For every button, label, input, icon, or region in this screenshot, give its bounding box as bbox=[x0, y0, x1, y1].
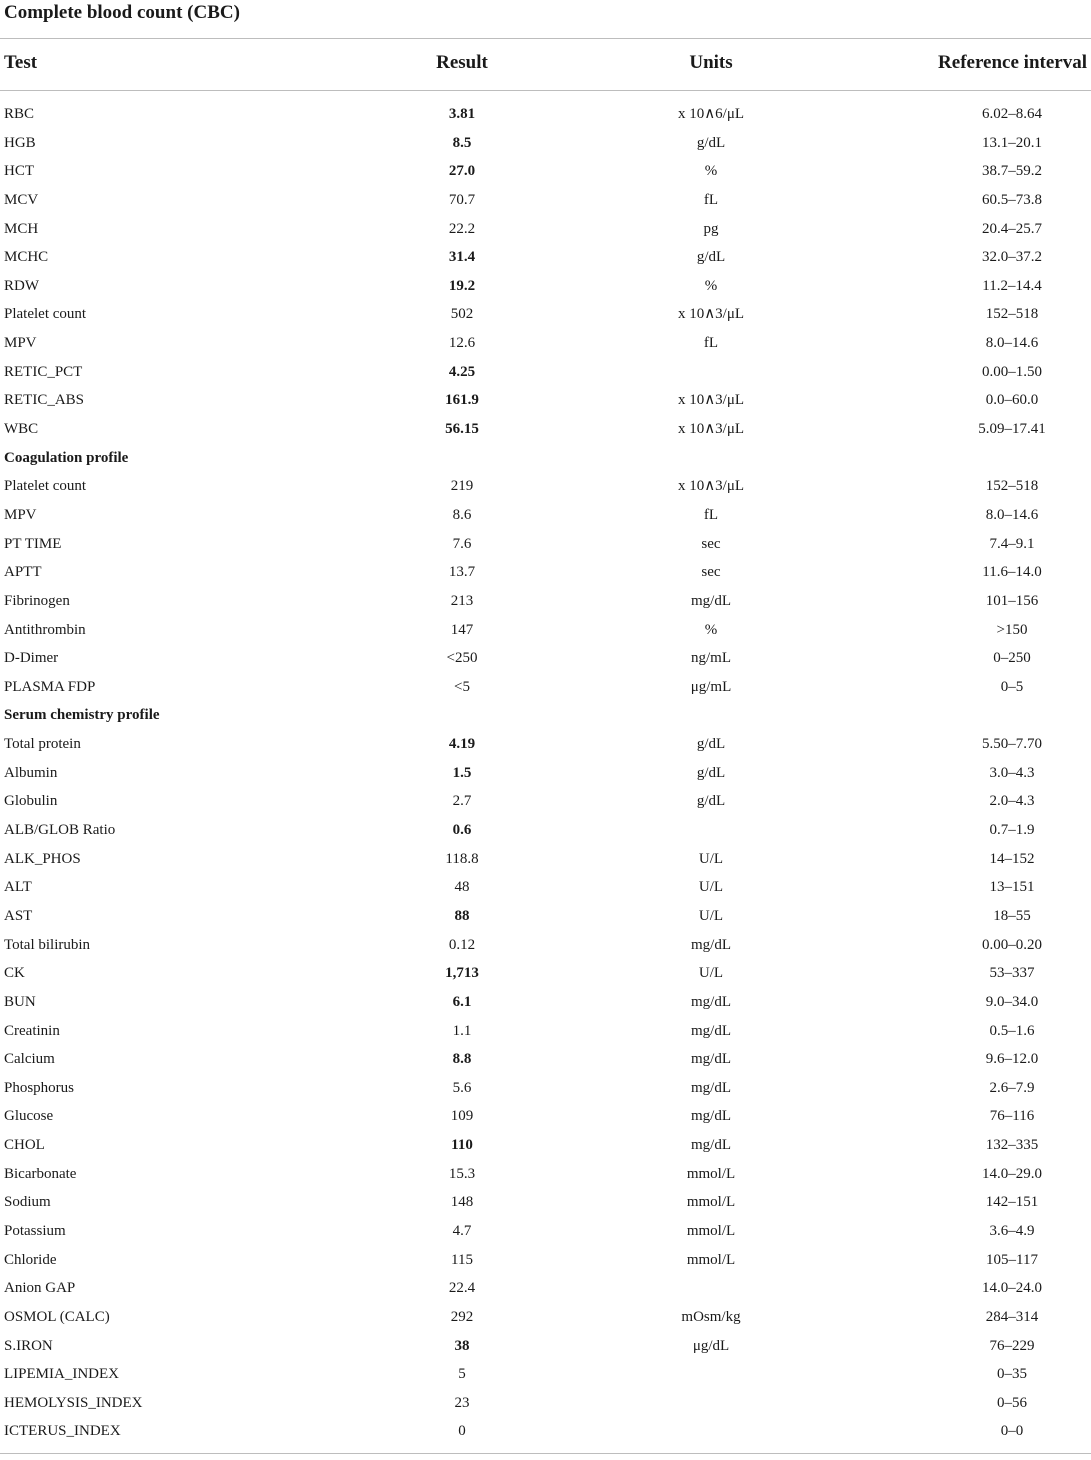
result-cell: 56.15 bbox=[445, 421, 479, 438]
test-name-cell: D-Dimer bbox=[4, 650, 59, 667]
test-name-cell: S.IRON bbox=[4, 1337, 53, 1354]
table-row bbox=[0, 1274, 1091, 1303]
units-cell: mg/dL bbox=[691, 592, 731, 609]
units-cell: mg/dL bbox=[691, 993, 731, 1010]
units-cell: U/L bbox=[698, 879, 724, 896]
test-name-cell: ALB/GLOB Ratio bbox=[4, 822, 116, 839]
table-caption: Complete blood count (CBC) bbox=[4, 2, 240, 23]
table-row bbox=[0, 129, 1091, 158]
test-name-cell: AST bbox=[4, 907, 33, 924]
result-cell: 27.0 bbox=[448, 163, 476, 180]
reference-interval-cell: 53–337 bbox=[989, 965, 1035, 982]
table-row bbox=[0, 1217, 1091, 1246]
test-name-cell: WBC bbox=[4, 421, 39, 438]
reference-interval-cell: 0–56 bbox=[997, 1394, 1027, 1411]
reference-interval-cell: 3.0–4.3 bbox=[989, 764, 1035, 781]
result-cell: 1,713 bbox=[445, 965, 479, 982]
test-name-cell: HGB bbox=[4, 134, 36, 151]
units-cell: mmol/L bbox=[686, 1194, 736, 1211]
table-row bbox=[0, 1303, 1091, 1332]
result-cell: 48 bbox=[454, 879, 470, 896]
reference-interval-cell: 6.02–8.64 bbox=[982, 106, 1042, 122]
table-row bbox=[0, 959, 1091, 988]
table-row bbox=[0, 186, 1091, 215]
reference-interval-cell: 76–229 bbox=[989, 1337, 1035, 1354]
units-cell: g/dL bbox=[696, 793, 726, 810]
reference-interval-cell: 0.5–1.6 bbox=[989, 1022, 1035, 1039]
section-heading: Coagulation profile bbox=[4, 449, 129, 466]
test-name-cell: ALK_PHOS bbox=[4, 850, 81, 867]
units-cell: sec bbox=[701, 564, 721, 581]
reference-interval-cell: 5.09–17.41 bbox=[978, 421, 1046, 438]
test-name-cell: Albumin bbox=[4, 764, 58, 781]
table-row bbox=[0, 873, 1091, 902]
table-row bbox=[0, 1045, 1091, 1074]
units-cell: g/dL bbox=[696, 249, 726, 266]
result-cell: 88 bbox=[454, 907, 470, 924]
header-result: Result bbox=[436, 52, 488, 73]
reference-interval-cell: 0.00–1.50 bbox=[982, 363, 1042, 380]
result-cell: 0.6 bbox=[452, 822, 472, 839]
test-name-cell: RETIC_PCT bbox=[4, 363, 83, 380]
units-cell: sec bbox=[701, 535, 721, 552]
table-row bbox=[0, 730, 1091, 759]
table-row bbox=[0, 1332, 1091, 1361]
reference-interval-cell: 8.0–14.6 bbox=[985, 506, 1039, 523]
table-row bbox=[0, 1160, 1091, 1189]
reference-interval-cell: 9.6–12.0 bbox=[985, 1051, 1039, 1068]
test-name-cell: RETIC_ABS bbox=[4, 392, 85, 409]
table-row bbox=[0, 845, 1091, 874]
table-row bbox=[0, 1131, 1091, 1160]
result-cell: 4.19 bbox=[448, 736, 476, 753]
table-row bbox=[0, 386, 1091, 415]
reference-interval-cell: 0–35 bbox=[997, 1366, 1027, 1383]
reference-interval-cell: 0.7–1.9 bbox=[989, 822, 1035, 839]
reference-interval-cell: 11.2–14.4 bbox=[982, 277, 1042, 294]
result-cell: 19.2 bbox=[448, 277, 476, 294]
result-cell: 161.9 bbox=[445, 392, 479, 409]
result-cell: 1.5 bbox=[452, 764, 472, 781]
table-row bbox=[0, 501, 1091, 530]
test-name-cell: HEMOLYSIS_INDEX bbox=[4, 1394, 143, 1411]
test-name-cell: Bicarbonate bbox=[4, 1165, 77, 1182]
result-cell: 109 bbox=[450, 1108, 474, 1125]
units-cell: mg/dL bbox=[691, 1137, 731, 1154]
result-cell: 0 bbox=[458, 1423, 466, 1440]
reference-interval-cell: 14–152 bbox=[989, 850, 1035, 867]
reference-interval-cell: 0.00–0.20 bbox=[982, 936, 1042, 953]
result-cell: 148 bbox=[450, 1194, 474, 1211]
result-cell: 0.12 bbox=[448, 936, 476, 953]
section-heading-row bbox=[0, 701, 1091, 730]
test-name-cell: Antithrombin bbox=[4, 621, 86, 638]
result-cell: 7.6 bbox=[452, 535, 472, 552]
reference-interval-cell: 0.0–60.0 bbox=[985, 392, 1039, 409]
reference-interval-cell: 38.7–59.2 bbox=[982, 163, 1042, 180]
units-cell: mg/dL bbox=[691, 1108, 731, 1125]
test-name-cell: Glucose bbox=[4, 1108, 54, 1125]
table-body bbox=[0, 100, 1091, 1446]
table-row bbox=[0, 759, 1091, 788]
units-cell: U/L bbox=[698, 965, 724, 982]
result-cell: 8.5 bbox=[452, 134, 472, 151]
units-cell: mg/dL bbox=[691, 1022, 731, 1039]
reference-interval-cell: 0–0 bbox=[1000, 1423, 1024, 1440]
table-row bbox=[0, 988, 1091, 1017]
units-cell: mmol/L bbox=[686, 1222, 736, 1239]
table-row bbox=[0, 1102, 1091, 1131]
table-row bbox=[0, 157, 1091, 186]
result-cell: 5.6 bbox=[452, 1079, 472, 1096]
test-name-cell: ALT bbox=[4, 879, 32, 896]
units-cell: x 10∧3/μL bbox=[677, 478, 745, 495]
result-cell: 70.7 bbox=[448, 191, 476, 208]
result-cell: 6.1 bbox=[452, 993, 472, 1010]
table-row bbox=[0, 530, 1091, 559]
header-reference-interval: Reference interval bbox=[938, 52, 1087, 73]
reference-interval-cell: 5.50–7.70 bbox=[982, 736, 1042, 753]
result-cell: <250 bbox=[446, 650, 478, 667]
units-cell: g/dL bbox=[696, 764, 726, 781]
section-heading: Serum chemistry profile bbox=[4, 707, 160, 724]
result-cell: 4.25 bbox=[448, 363, 476, 380]
reference-interval-cell: 2.6–7.9 bbox=[989, 1079, 1035, 1096]
reference-interval-cell: 13.1–20.1 bbox=[982, 134, 1042, 151]
reference-interval-cell: 11.6–14.0 bbox=[982, 564, 1042, 581]
test-name-cell: HCT bbox=[4, 163, 34, 180]
table-row bbox=[0, 215, 1091, 244]
reference-interval-cell: 0–5 bbox=[1000, 678, 1024, 695]
test-name-cell: Creatinin bbox=[4, 1022, 60, 1039]
reference-interval-cell: 0–250 bbox=[993, 650, 1031, 667]
reference-interval-cell: 2.0–4.3 bbox=[989, 793, 1035, 810]
reference-interval-cell: 7.4–9.1 bbox=[989, 535, 1035, 552]
result-cell: 502 bbox=[450, 306, 474, 323]
result-cell: 219 bbox=[450, 478, 474, 495]
test-name-cell: MCHC bbox=[4, 249, 49, 266]
reference-interval-cell: 3.6–4.9 bbox=[989, 1222, 1035, 1239]
table-row bbox=[0, 329, 1091, 358]
test-name-cell: Platelet count bbox=[4, 478, 87, 495]
test-name-cell: Phosphorus bbox=[4, 1079, 75, 1096]
reference-interval-cell: 142–151 bbox=[985, 1194, 1039, 1211]
result-cell: 38 bbox=[454, 1337, 470, 1354]
units-cell: U/L bbox=[698, 907, 724, 924]
units-cell: g/dL bbox=[696, 134, 726, 151]
units-cell: μg/dL bbox=[692, 1337, 730, 1354]
result-cell: 2.7 bbox=[452, 793, 472, 810]
units-cell: mmol/L bbox=[686, 1251, 736, 1268]
units-cell: μg/mL bbox=[690, 678, 732, 695]
table-row bbox=[0, 1360, 1091, 1389]
units-cell: % bbox=[704, 621, 718, 638]
table-row bbox=[0, 415, 1091, 444]
reference-interval-cell: 18–55 bbox=[993, 907, 1031, 924]
units-cell: fL bbox=[703, 335, 719, 352]
reference-interval-cell: 132–335 bbox=[985, 1137, 1039, 1154]
test-name-cell: MPV bbox=[4, 506, 37, 523]
test-name-cell: BUN bbox=[4, 993, 36, 1010]
header-rule bbox=[0, 90, 1091, 91]
reference-interval-cell: 14.0–29.0 bbox=[982, 1165, 1042, 1182]
table-row bbox=[0, 100, 1091, 129]
reference-interval-cell: 284–314 bbox=[985, 1308, 1039, 1325]
reference-interval-cell: 13–151 bbox=[989, 879, 1035, 896]
units-cell: % bbox=[704, 277, 718, 294]
units-cell: pg bbox=[703, 220, 719, 237]
test-name-cell: PT TIME bbox=[4, 535, 62, 552]
units-cell: mg/dL bbox=[691, 1051, 731, 1068]
result-cell: 8.8 bbox=[452, 1051, 472, 1068]
table-row bbox=[0, 1017, 1091, 1046]
test-name-cell: Potassium bbox=[4, 1222, 66, 1239]
table-row bbox=[0, 644, 1091, 673]
test-name-cell: MCH bbox=[4, 220, 39, 237]
test-name-cell: Chloride bbox=[4, 1251, 57, 1268]
units-cell: x 10∧3/μL bbox=[677, 306, 745, 323]
units-cell: mmol/L bbox=[686, 1165, 736, 1182]
test-name-cell: Globulin bbox=[4, 793, 58, 810]
table-row bbox=[0, 616, 1091, 645]
test-name-cell: Fibrinogen bbox=[4, 592, 70, 609]
test-name-cell: OSMOL (CALC) bbox=[4, 1308, 110, 1325]
top-rule bbox=[0, 38, 1091, 39]
units-cell: U/L bbox=[698, 850, 724, 867]
result-cell: 147 bbox=[450, 621, 474, 638]
result-cell: 1.1 bbox=[452, 1022, 472, 1039]
table-row bbox=[0, 1074, 1091, 1103]
header-test: Test bbox=[4, 52, 38, 73]
table-row bbox=[0, 587, 1091, 616]
reference-interval-cell: 76–116 bbox=[989, 1108, 1035, 1125]
test-name-cell: PLASMA FDP bbox=[4, 678, 96, 695]
test-name-cell: RBC bbox=[4, 106, 35, 122]
reference-interval-cell: 32.0–37.2 bbox=[982, 249, 1042, 266]
reference-interval-cell: 8.0–14.6 bbox=[985, 335, 1039, 352]
result-cell: 118.8 bbox=[445, 850, 479, 867]
result-cell: 13.7 bbox=[448, 564, 476, 581]
units-cell: mOsm/kg bbox=[681, 1308, 741, 1325]
reference-interval-cell: 14.0–24.0 bbox=[982, 1280, 1042, 1297]
test-name-cell: Calcium bbox=[4, 1051, 55, 1068]
result-cell: 110 bbox=[451, 1137, 473, 1154]
test-name-cell: Anion GAP bbox=[4, 1280, 76, 1297]
table-row bbox=[0, 1389, 1091, 1418]
test-name-cell: RDW bbox=[4, 277, 39, 294]
reference-interval-cell: 101–156 bbox=[985, 592, 1039, 609]
section-heading-row bbox=[0, 444, 1091, 473]
units-cell: mg/dL bbox=[691, 1079, 731, 1096]
result-cell: 213 bbox=[450, 592, 474, 609]
test-name-cell: CHOL bbox=[4, 1137, 45, 1154]
header-units: Units bbox=[689, 52, 733, 73]
table-row bbox=[0, 931, 1091, 960]
reference-interval-cell: 152–518 bbox=[985, 478, 1039, 495]
reference-interval-cell: 20.4–25.7 bbox=[982, 220, 1042, 237]
result-cell: 5 bbox=[458, 1366, 466, 1383]
test-name-cell: Platelet count bbox=[4, 306, 87, 323]
result-cell: 3.81 bbox=[448, 106, 476, 122]
table-row bbox=[0, 272, 1091, 301]
result-cell: 12.6 bbox=[448, 335, 476, 352]
units-cell: x 10∧3/μL bbox=[677, 421, 745, 438]
test-name-cell: LIPEMIA_INDEX bbox=[4, 1366, 119, 1383]
table-row bbox=[0, 300, 1091, 329]
result-cell: 8.6 bbox=[452, 506, 472, 523]
bottom-rule bbox=[0, 1453, 1091, 1454]
table-row bbox=[0, 673, 1091, 702]
test-name-cell: Total bilirubin bbox=[4, 936, 91, 953]
test-name-cell: APTT bbox=[4, 564, 42, 581]
test-name-cell: MCV bbox=[4, 191, 39, 208]
units-cell: g/dL bbox=[696, 736, 726, 753]
reference-interval-cell: 60.5–73.8 bbox=[982, 191, 1042, 208]
units-cell: fL bbox=[703, 506, 719, 523]
result-cell: 31.4 bbox=[448, 249, 476, 266]
result-cell: 115 bbox=[451, 1251, 473, 1268]
result-cell: 292 bbox=[450, 1308, 474, 1325]
reference-interval-cell: 9.0–34.0 bbox=[985, 993, 1039, 1010]
result-cell: <5 bbox=[454, 678, 470, 695]
table-row bbox=[0, 358, 1091, 387]
result-cell: 4.7 bbox=[452, 1222, 472, 1239]
reference-interval-cell: 105–117 bbox=[986, 1251, 1038, 1268]
units-cell: fL bbox=[703, 191, 719, 208]
table-row bbox=[0, 1417, 1091, 1446]
result-cell: 15.3 bbox=[448, 1165, 476, 1182]
table-row bbox=[0, 816, 1091, 845]
table-row bbox=[0, 787, 1091, 816]
table-row bbox=[0, 472, 1091, 501]
table-row bbox=[0, 1188, 1091, 1217]
table-row bbox=[0, 902, 1091, 931]
units-cell: x 10∧3/μL bbox=[677, 392, 745, 409]
test-name-cell: Total protein bbox=[4, 736, 81, 753]
result-cell: 23 bbox=[454, 1394, 470, 1411]
table-row bbox=[0, 1246, 1091, 1275]
units-cell: ng/mL bbox=[691, 650, 731, 667]
result-cell: 22.2 bbox=[448, 220, 476, 237]
units-cell: % bbox=[704, 163, 718, 180]
table-row bbox=[0, 558, 1091, 587]
reference-interval-cell: 152–518 bbox=[985, 306, 1039, 323]
result-cell: 22.4 bbox=[448, 1280, 476, 1297]
test-name-cell: ICTERUS_INDEX bbox=[4, 1423, 121, 1440]
reference-interval-cell: >150 bbox=[996, 621, 1028, 638]
test-name-cell: Sodium bbox=[4, 1194, 51, 1211]
units-cell: mg/dL bbox=[691, 936, 731, 953]
test-name-cell: CK bbox=[4, 965, 25, 982]
test-name-cell: MPV bbox=[4, 335, 37, 352]
table-row bbox=[0, 243, 1091, 272]
units-cell: x 10∧6/μL bbox=[677, 106, 745, 122]
